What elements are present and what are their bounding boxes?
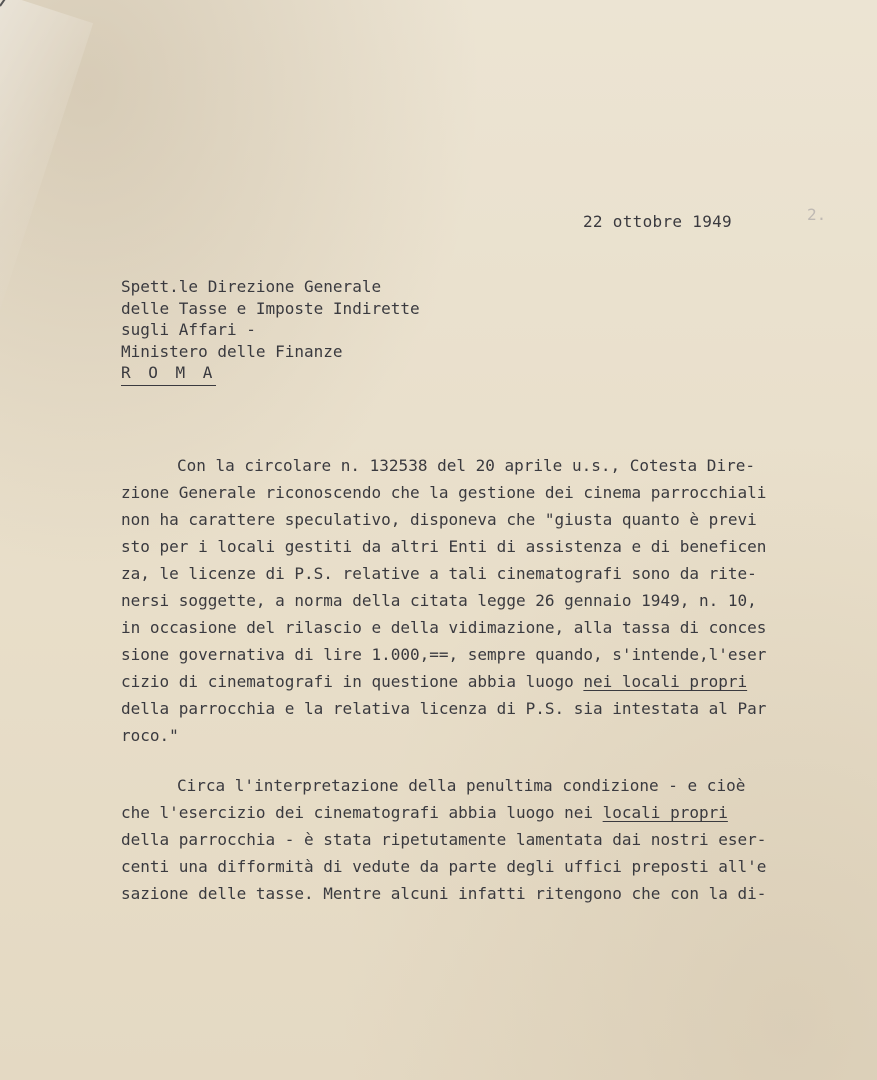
- recipient-line: Spett.le Direzione Generale: [121, 277, 382, 296]
- text-line: [121, 452, 851, 479]
- recipient-line: Ministero delle Finanze: [121, 341, 343, 361]
- text-line: [121, 880, 851, 907]
- text-segment: nersi soggette, a norma della citata legge 26 gennaio 1949, n. 10,: [121, 591, 757, 610]
- text-line: [121, 826, 851, 853]
- letter-body: [121, 452, 851, 907]
- text-segment: za, le licenze di P.S. relative a tali cinematografi sono da rite-: [121, 564, 757, 583]
- text-line: [121, 479, 851, 506]
- text-segment: Circa l'interpretazione della penultima condizione - e cioè: [177, 776, 746, 795]
- text-segment: Con la circolare n. 132538 del 20 aprile u.s., Cotesta Dire-: [177, 456, 755, 475]
- text-line: [121, 772, 851, 799]
- text-line: [121, 722, 851, 749]
- text-line: [121, 560, 851, 587]
- text-line: [121, 853, 851, 880]
- recipient-line: sugli Affari -: [121, 320, 256, 339]
- text-line: [121, 506, 851, 533]
- text-line: [121, 641, 851, 668]
- text-segment: sto per i locali gestiti da altri Enti di assistenza e di beneficen: [121, 537, 767, 556]
- text-line: [121, 587, 851, 614]
- text-segment: sione governativa di lire 1.000,==, sempre quando, s'intende,l'eser: [121, 645, 767, 664]
- recipient-line: delle Tasse e Imposte Indirette: [121, 298, 420, 318]
- text-segment: roco.": [121, 726, 179, 745]
- text-segment: cizio di cinematografi in questione abbia luogo: [121, 672, 584, 691]
- underlined-text: nei locali propri: [583, 672, 748, 691]
- underlined-text: locali propri: [602, 803, 728, 822]
- letter-date: 22 ottobre 1949: [583, 212, 732, 231]
- text-line: [121, 668, 851, 695]
- text-segment: della parrocchia e la relativa licenza di P.S. sia intestata al Par: [121, 699, 767, 718]
- text-segment: non ha carattere speculativo, disponeva che "giusta quanto è previ: [121, 510, 757, 529]
- text-segment: zione Generale riconoscendo che la gestione dei cinema parrocchiali: [121, 483, 767, 502]
- text-line: [121, 695, 851, 722]
- text-line: [121, 614, 851, 641]
- text-segment: centi una difformità di vedute da parte degli uffici preposti all'e: [121, 857, 767, 876]
- page-number: 2.: [807, 205, 827, 224]
- paper-fold-shadow: [0, 0, 93, 423]
- recipient-city: R O M A: [121, 362, 216, 386]
- paragraph-1: [121, 452, 851, 749]
- paragraph-2: [121, 772, 851, 907]
- text-segment: sazione delle tasse. Mentre alcuni infatti ritengono che con la di-: [121, 884, 767, 903]
- recipient-address: [121, 276, 420, 386]
- text-segment: in occasione del rilascio e della vidimazione, alla tassa di conces: [121, 618, 767, 637]
- text-segment: della parrocchia - è stata ripetutamente lamentata dai nostri eser-: [121, 830, 767, 849]
- text-segment: che l'esercizio dei cinematografi abbia luogo nei: [121, 803, 603, 822]
- text-line: [121, 799, 851, 826]
- text-line: [121, 533, 851, 560]
